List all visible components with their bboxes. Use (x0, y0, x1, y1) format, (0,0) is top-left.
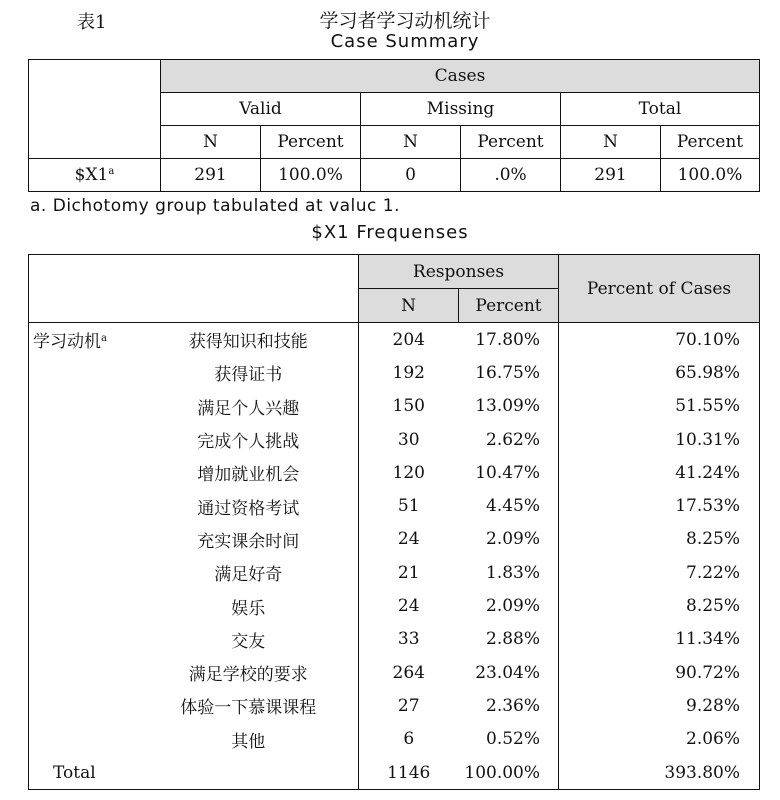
percent-of-cases-cell: 70.10% (559, 323, 760, 357)
valid-header: Valid (161, 93, 361, 126)
percent-of-cases-cell: 8.25% (559, 589, 760, 622)
frequencies-title: $X1 Frequenses (311, 222, 469, 243)
responses-header: Responses (359, 255, 559, 289)
percent-cell: 17.80% (475, 329, 541, 350)
table-row (29, 489, 760, 522)
percent-cell: 1.83% (486, 562, 541, 583)
group-label-cell (29, 556, 139, 589)
sub-header: Percent (461, 126, 561, 159)
table-row (29, 523, 760, 556)
item-label: 其他 (139, 723, 359, 756)
table-row (29, 323, 760, 357)
n-cell: 120 (392, 462, 425, 483)
n-cell: 21 (397, 562, 420, 583)
percent-of-cases-header: Percent of Cases (559, 255, 760, 323)
percent-cell: 2.88% (486, 629, 541, 650)
item-label: 满足好奇 (139, 556, 359, 589)
percent-cell: 23.04% (475, 662, 541, 683)
group-label-cell (29, 523, 139, 556)
total-n: 1146 (387, 762, 431, 783)
table-row (29, 589, 760, 622)
group-label-cell (29, 489, 139, 522)
sub-header: N (161, 126, 261, 159)
percent-cell: 2.62% (486, 429, 541, 450)
corner-cell (29, 60, 161, 159)
table-row (29, 723, 760, 756)
n-cell: 150 (392, 396, 425, 417)
table-row (29, 623, 760, 656)
percent-cell: 10.47% (475, 462, 541, 483)
table-row (29, 456, 760, 489)
case-summary-table (28, 59, 760, 192)
table-number: 表1 (77, 12, 107, 33)
percent-of-cases-cell: 51.55% (559, 390, 760, 423)
percent-cell: 0.52% (486, 729, 541, 750)
item-label: 通过资格考试 (139, 489, 359, 522)
n-cell: 30 (397, 429, 420, 450)
n-cell: 27 (397, 695, 420, 716)
page-title: 学习者学习动机统计 (319, 10, 491, 32)
item-label: 娱乐 (139, 589, 359, 622)
table-row (29, 356, 760, 389)
sub-header: Percent (661, 126, 760, 159)
data-cell: 291 (161, 159, 261, 192)
percent-of-cases-cell: 7.22% (559, 556, 760, 589)
item-label: 完成个人挑战 (139, 423, 359, 456)
total-header: Total (561, 93, 760, 126)
data-cell: 291 (561, 159, 661, 192)
data-cell: 0 (361, 159, 461, 192)
n-cell: 33 (397, 629, 420, 650)
group-label-cell (29, 589, 139, 622)
percent-of-cases-cell: 11.34% (559, 623, 760, 656)
table-row (29, 689, 760, 722)
group-label-cell (29, 390, 139, 423)
group-label-cell (29, 323, 139, 357)
case-summary-title: Case Summary (330, 31, 480, 52)
sub-header: N (361, 126, 461, 159)
group-label-cell (29, 456, 139, 489)
percent-of-cases-cell: 41.24% (559, 456, 760, 489)
sub-header: N (561, 126, 661, 159)
data-cell: .0% (461, 159, 561, 192)
percent-of-cases-cell: 9.28% (559, 689, 760, 722)
percent-cell: 4.45% (486, 496, 541, 517)
total-percent-of-cases: 393.80% (559, 756, 760, 790)
percent-of-cases-cell: 17.53% (559, 489, 760, 522)
n-cell: 192 (392, 362, 425, 383)
n-cell: 51 (397, 496, 420, 517)
footnote: a. Dichotomy group tabulated at valuc 1. (30, 196, 400, 216)
item-label: 获得知识和技能 (139, 323, 359, 357)
item-label: 增加就业机会 (139, 456, 359, 489)
data-cell: 100.0% (261, 159, 361, 192)
percent-cell: 2.36% (486, 695, 541, 716)
data-cell: 100.0% (661, 159, 760, 192)
percent-cell: 16.75% (475, 362, 541, 383)
sub-header: Percent (261, 126, 361, 159)
percent-cell: 13.09% (475, 396, 541, 417)
total-percent: 100.00% (464, 762, 541, 783)
table-row (29, 159, 760, 192)
missing-header: Missing (361, 93, 561, 126)
item-label: 体验一下慕课课程 (139, 689, 359, 722)
n-cell: 264 (392, 662, 425, 683)
frequencies-body (29, 323, 760, 790)
total-item-cell (139, 756, 359, 790)
group-label-cell (29, 423, 139, 456)
item-label: 获得证书 (139, 356, 359, 389)
n-cell: 6 (403, 729, 415, 750)
cases-header: Cases (161, 60, 760, 93)
group-label-cell (29, 723, 139, 756)
group-label-cell (29, 623, 139, 656)
table-row (29, 656, 760, 689)
n-cell: 204 (392, 329, 425, 350)
percent-of-cases-cell: 2.06% (559, 723, 760, 756)
n-cell: 24 (397, 529, 420, 550)
percent-of-cases-cell: 8.25% (559, 523, 760, 556)
group-label-cell (29, 689, 139, 722)
n-cell: 24 (397, 596, 420, 617)
percent-of-cases-cell: 65.98% (559, 356, 760, 389)
percent-cell: 2.09% (486, 529, 541, 550)
percent-of-cases-cell: 90.72% (559, 656, 760, 689)
frequencies-table (28, 254, 760, 790)
percent-cell: 2.09% (486, 596, 541, 617)
percent-of-cases-cell: 10.31% (559, 423, 760, 456)
table-row (29, 390, 760, 423)
item-label: 充实课余时间 (139, 523, 359, 556)
group-label-cell (29, 656, 139, 689)
row-label: $X1$^a$ (29, 159, 161, 192)
table-row (29, 556, 760, 589)
table-row (29, 423, 760, 456)
corner-cell (29, 255, 359, 323)
group-footnote-marker: a (101, 333, 107, 345)
total-row (29, 756, 760, 790)
group-label: 学习动机 (33, 332, 101, 353)
total-label: Total (53, 762, 96, 783)
n-header: N (359, 289, 459, 323)
item-label: 满足个人兴趣 (139, 390, 359, 423)
item-label: 交友 (139, 623, 359, 656)
group-label-cell (29, 356, 139, 389)
item-label: 满足学校的要求 (139, 656, 359, 689)
percent-header: Percent (459, 289, 559, 323)
